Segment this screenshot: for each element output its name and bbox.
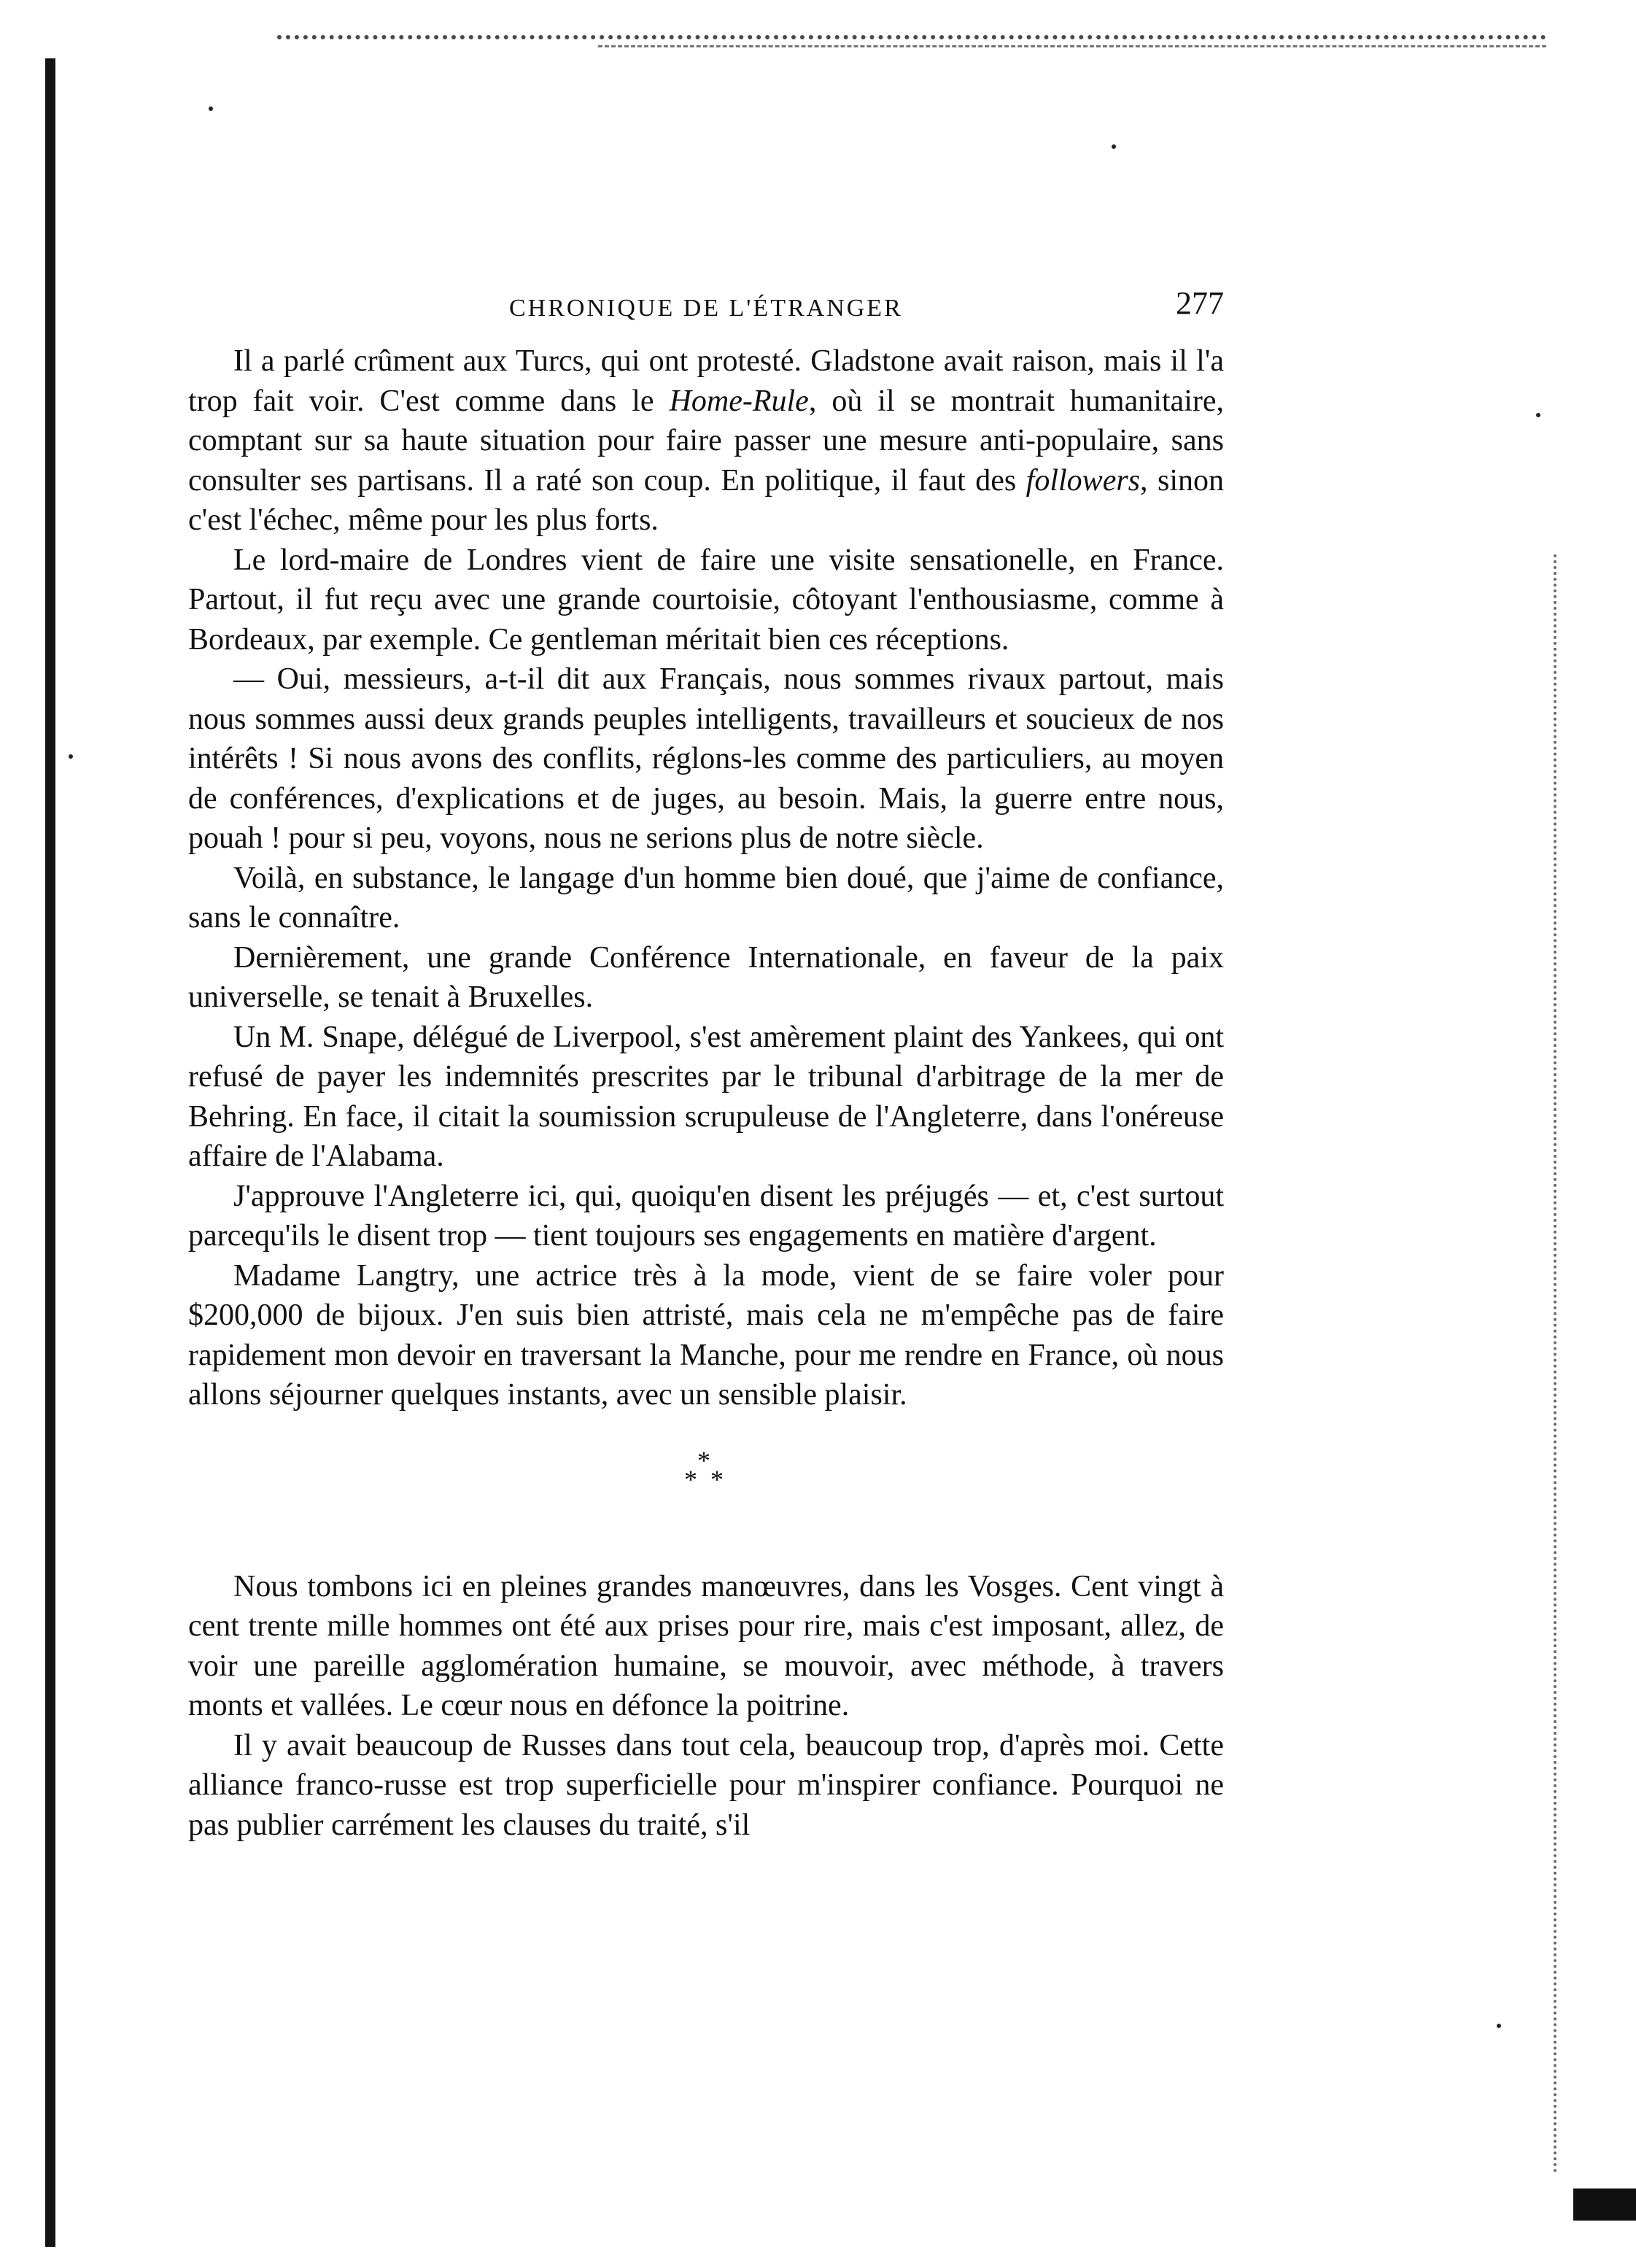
scan-top-edge-noise [598, 45, 1546, 47]
scan-speck [209, 107, 213, 111]
scan-binding-edge [45, 58, 55, 2247]
paragraph: Il a parlé crûment aux Turcs, qui ont protesté. Gladstone avait raison, mais il l'a trop fait voir. C'est comme dans le Home-Rule, où il se montrait humanitaire, comptant sur sa haute situation pour faire passer une mesure anti-populaire, sans consulter ses partisans. Il a raté son coup. En politique, il faut des followers, sinon c'est l'échec, même pour les plus forts. [188, 344, 1224, 537]
paragraph: Nous tombons ici en pleines grandes manœuvres, dans les Vosges. Cent vingt à cent trente mille hommes ont été aux prises pour rire, mais c'est imposant, allez, de voir une pareille agglomération humaine, se mouvoir, avec méthode, à travers monts et vallées. Le cœur nous en défonce la poitrine. [188, 1569, 1224, 1722]
book-page [188, 277, 1224, 1845]
scan-corner-tab [1573, 2188, 1636, 2221]
paragraph: Dernièrement, une grande Conférence Internationale, en faveur de la paix universelle, se tenait à Bruxelles. [188, 940, 1224, 1014]
scan-speck [1536, 413, 1540, 417]
italic-term: Home-Rule [669, 384, 809, 418]
paragraph: Il y avait beaucoup de Russes dans tout cela, beaucoup trop, d'après moi. Cette alliance franco-russe est trop superficielle pour m'inspirer confiance. Pourquoi ne pas publier carrément les clauses du traité, s'il [188, 1728, 1224, 1842]
italic-term: followers [1026, 463, 1141, 498]
scan-speck [1497, 2024, 1501, 2028]
paragraph: Voilà, en substance, le langage d'un homme bien doué, que j'aime de confiance, sans le connaître. [188, 861, 1224, 934]
paragraph: Madame Langtry, une actrice très à la mode, vient de se faire voler pour $200,000 de bijoux. J'en suis bien attristé, mais cela ne m'empêche pas de faire rapidement mon devoir en traversant la Manche, pour me rendre en France, où nous allons séjourner quelques instants, avec un sensible plaisir. [188, 1258, 1224, 1412]
paragraph: Le lord-maire de Londres vient de faire une visite sensationelle, en France. Partout, il fut reçu avec une grande courtoisie, côtoyant l'enthousiasme, comme à Bordeaux, par exemple. Ce gentleman méritait bien ces réceptions. [188, 543, 1224, 657]
scan-right-edge-noise [1554, 554, 1574, 2174]
running-title: CHRONIQUE DE L'ÉTRANGER [509, 295, 903, 322]
asterism-star: * [697, 1445, 710, 1475]
scan-top-edge [277, 35, 1546, 39]
section-separator [188, 1444, 1224, 1532]
body-text [188, 341, 1224, 1845]
paragraph: Un M. Snape, délégué de Liverpool, s'est amèrement plaint des Yankees, qui ont refusé de payer les indemnités prescrites par le tribunal d'arbitrage de la mer de Behring. En face, il citait la soumission scrupuleuse de l'Angleterre, dans l'onéreuse affaire de l'Alabama. [188, 1020, 1224, 1173]
page-number: 277 [1176, 285, 1224, 321]
scan-speck [1112, 144, 1116, 149]
scan-speck [69, 754, 73, 759]
asterism-star: * [684, 1464, 697, 1494]
paragraph: J'approuve l'Angleterre ici, qui, quoiqu'en disent les préjugés — et, c'est surtout parcequ'ils le disent trop — tient toujours ses engagements en matière d'argent. [188, 1179, 1224, 1253]
asterism-star: * [710, 1464, 724, 1494]
paragraph: — Oui, messieurs, a-t-il dit aux Français, nous sommes rivaux partout, mais nous sommes aussi deux grands peuples intelligents, travailleurs et soucieux de nos intérêts ! Si nous avons des conflits, réglons-les comme des particuliers, au moyen de conférences, d'explications et de juges, au besoin. Mais, la guerre entre nous, pouah ! pour si peu, voyons, nous ne serions plus de notre siècle. [188, 662, 1224, 855]
running-head [188, 277, 1224, 328]
